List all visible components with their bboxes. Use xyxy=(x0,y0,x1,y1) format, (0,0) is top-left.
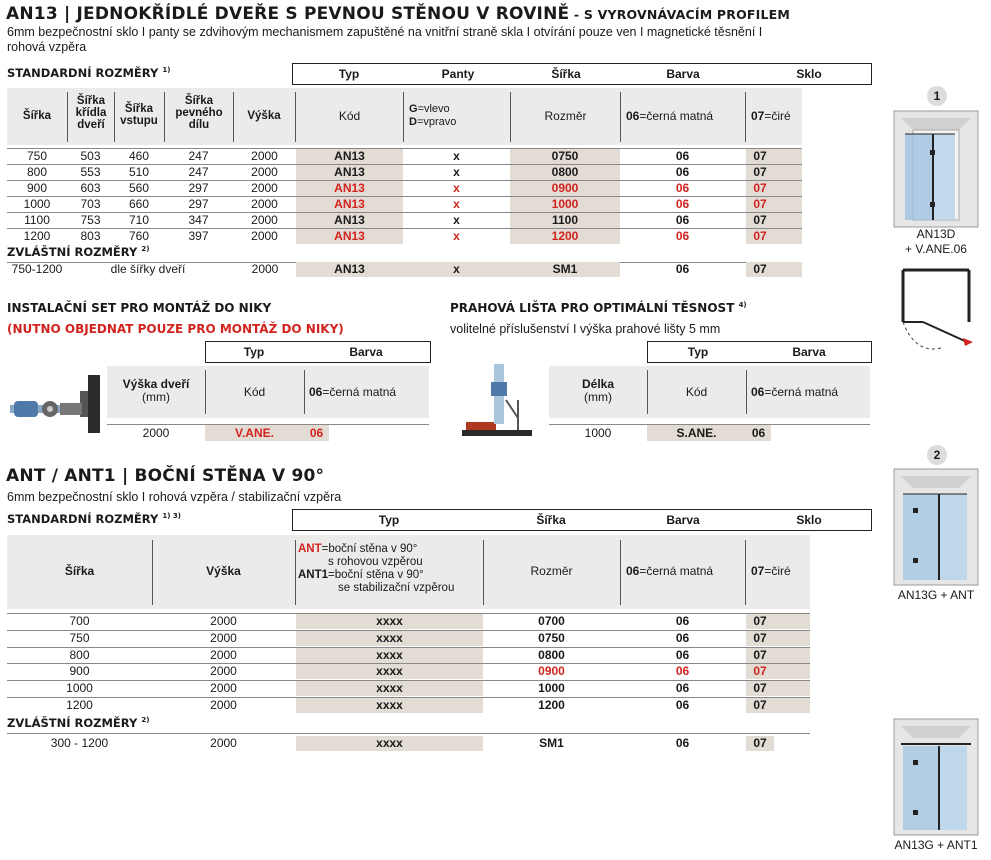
an13-row-2-pevny: 297 xyxy=(188,181,209,195)
an13-special-panty: x xyxy=(453,262,460,276)
ant-row-5-rozmer: 1200 xyxy=(538,698,565,712)
header-panty: Panty xyxy=(441,67,475,81)
an13-row-3-panty: x xyxy=(453,197,460,211)
col-barva-legend: 06=černá matná xyxy=(626,109,714,123)
an13-row-2-panty: x xyxy=(453,181,460,195)
an13-row-1-sirka: 800 xyxy=(26,165,48,179)
an13-row-5-barva: 06 xyxy=(675,229,690,243)
ant-special-vyska: 2000 xyxy=(210,736,237,750)
figure-2-badge: 2 xyxy=(927,445,947,465)
ant-special-label: ZVLÁŠTNÍ ROZMĚRY $^{2)}$ xyxy=(7,716,150,730)
col-sirka: Šířka xyxy=(22,110,52,122)
install-header-typ: Typ xyxy=(243,345,265,359)
ant-row-4-sirka: 1000 xyxy=(66,681,93,695)
ant-row-4-barva: 06 xyxy=(675,681,690,695)
col-sirka-kridla: Šířka křídla dveří xyxy=(75,95,107,131)
an13-row-0-kod: AN13 xyxy=(334,149,365,163)
an13-row-0-kridlo: 503 xyxy=(80,149,101,163)
an13-row-4-sirka: 1100 xyxy=(24,213,50,227)
ant-row-3-kod: xxxx xyxy=(376,664,403,678)
an13-row-5-sirka: 1200 xyxy=(23,229,51,243)
col-vyska: Výška xyxy=(247,110,281,122)
header-typ: Typ xyxy=(338,67,360,81)
an13-row-2-rozmer: 0900 xyxy=(551,181,579,195)
install-title: INSTALAČNÍ SET PRO MONTÁŽ DO NIKY xyxy=(7,301,272,315)
threshold-desc: volitelné příslušenství I výška prahové lišty 5 mm xyxy=(450,322,721,336)
an13-row-5-pevny: 397 xyxy=(188,229,209,243)
an13-row-1-panty: x xyxy=(453,165,460,179)
an13-row-1-kod: AN13 xyxy=(334,165,365,179)
ant-row-4-sklo: 07 xyxy=(753,681,767,695)
an13-row-5-vstup: 760 xyxy=(128,229,150,243)
an13-row-3-barva: 06 xyxy=(675,197,690,211)
an13-row-0-barva: 06 xyxy=(675,149,690,163)
ant-row-1-sklo: 07 xyxy=(753,631,767,645)
an13-row-4-pevny: 347 xyxy=(188,213,209,227)
figure-1-caption: AN13D + V.ANE.06 xyxy=(905,227,967,256)
ant-row-0-sklo: 07 xyxy=(753,614,767,628)
an13-row-1-vstup: 510 xyxy=(128,165,150,179)
an13-row-3-vyska: 2000 xyxy=(251,197,278,211)
an13-row-0-sirka: 750 xyxy=(26,149,48,163)
an13-row-5-vyska: 2000 xyxy=(251,229,278,243)
ant-row-1-vyska: 2000 xyxy=(210,631,237,645)
an13-row-4-kod: AN13 xyxy=(334,213,365,227)
install-col-kod: Kód xyxy=(243,385,266,399)
an13-row-5-rozmer: 1200 xyxy=(551,229,579,243)
figure-1-illustration xyxy=(893,110,979,228)
an13-row-3-sirka: 1000 xyxy=(23,197,51,211)
col-sirka-vstupu: Šířka vstupu xyxy=(120,103,158,127)
ant-special-sirka: 300 - 1200 xyxy=(50,736,109,750)
an13-row-0-pevny: 247 xyxy=(188,149,209,163)
ant-header-bar xyxy=(292,509,872,531)
an13-row-3-pevny: 297 xyxy=(188,197,209,211)
ant-title: ANT / ANT1 | BOČNÍ STĚNA V 90° xyxy=(6,466,325,486)
figure-1-plan-view xyxy=(893,262,979,358)
threshold-title: PRAHOVÁ LIŠTA PRO OPTIMÁLNÍ TĚSNOST $^{4)}$ xyxy=(450,301,747,315)
an13-row-5-panty: x xyxy=(453,229,460,243)
an13-row-4-sklo: 07 xyxy=(753,213,767,227)
threshold-row-delka: 1000 xyxy=(584,426,612,440)
an13-special-label: ZVLÁŠTNÍ ROZMĚRY $^{2)}$ xyxy=(7,245,150,259)
ant-special-sklo: 07 xyxy=(753,736,767,750)
ant-special-rozmer: SM1 xyxy=(539,736,564,750)
ant-col-rozmer: Rozměr xyxy=(530,564,573,578)
an13-row-0-rozmer: 0750 xyxy=(551,149,579,163)
an13-row-4-panty: x xyxy=(453,213,460,227)
an13-row-2-vyska: 2000 xyxy=(251,181,278,195)
an13-row-3-kridlo: 703 xyxy=(80,197,101,211)
install-col-barva: 06=černá matná xyxy=(309,385,397,399)
an13-row-1-sklo: 07 xyxy=(753,165,767,179)
an13-row-1-vyska: 2000 xyxy=(251,165,278,179)
ant-row-4-rozmer: 1000 xyxy=(538,681,565,695)
ant-row-2-vyska: 2000 xyxy=(210,648,237,662)
ant-row-3-rozmer: 0900 xyxy=(538,664,565,678)
an13-standard-label: STANDARDNÍ ROZMĚRY $^{1)}$ xyxy=(7,66,171,80)
an13-special-rozmer: SM1 xyxy=(552,262,578,276)
an13-special-vyska: 2000 xyxy=(251,262,279,276)
an13-row-4-barva: 06 xyxy=(675,213,690,227)
figure-3-caption: AN13G + ANT1 xyxy=(894,838,978,852)
ant-header-sklo: Sklo xyxy=(796,513,822,527)
threshold-header-barva: Barva xyxy=(792,345,826,359)
an13-row-0-vyska: 2000 xyxy=(251,149,278,163)
threshold-col-kod: Kód xyxy=(685,385,708,399)
col-sirka-pevneho: Šířka pevného dílu xyxy=(175,95,223,131)
ant-row-0-kod: xxxx xyxy=(376,614,403,628)
header-barva: Barva xyxy=(666,67,700,81)
an13-row-2-barva: 06 xyxy=(675,181,690,195)
an13-special-kod: AN13 xyxy=(334,262,365,276)
ant-row-3-barva: 06 xyxy=(675,664,690,678)
ant-row-0-barva: 06 xyxy=(675,614,690,628)
install-set-illustration xyxy=(8,373,106,435)
threshold-header-typ: Typ xyxy=(687,345,709,359)
ant-row-5-vyska: 2000 xyxy=(210,698,237,712)
ant-header-typ: Typ xyxy=(378,513,400,527)
an13-row-3-kod: AN13 xyxy=(334,197,365,211)
ant-row-2-sklo: 07 xyxy=(753,648,767,662)
an13-row-0-sklo: 07 xyxy=(753,149,767,163)
an13-row-1-rozmer: 0800 xyxy=(551,165,579,179)
ant-row-2-sirka: 800 xyxy=(69,648,90,662)
an13-special-dle: dle šířky dveří xyxy=(110,262,186,276)
ant-row-1-rozmer: 0750 xyxy=(538,631,565,645)
install-row-kod: V.ANE. xyxy=(235,426,274,440)
install-col-vyska: Výška dveří (mm) xyxy=(122,377,190,404)
an13-row-3-vstup: 660 xyxy=(128,197,150,211)
ant-col-sklo-legend: 07=čiré xyxy=(751,564,791,578)
col-rozmer: Rozměr xyxy=(544,109,587,123)
ant-row-1-barva: 06 xyxy=(675,631,690,645)
ant-col-sirka: Šířka xyxy=(64,564,95,578)
an13-title: AN13 | JEDNOKŘÍDLÉ DVEŘE S PEVNOU STĚNOU V ROVINĚ - S VYROVNÁVACÍM PROFILEM xyxy=(6,4,791,24)
ant-row-5-barva: 06 xyxy=(675,698,690,712)
threshold-header-bar xyxy=(647,341,872,363)
install-row-barva: 06 xyxy=(309,426,324,440)
ant-special-barva: 06 xyxy=(675,736,690,750)
ant-row-0-rozmer: 0700 xyxy=(538,614,565,628)
col-sklo-legend: 07=čiré xyxy=(751,109,791,123)
ant-row-0-sirka: 700 xyxy=(69,614,90,628)
an13-header-bar xyxy=(292,63,872,85)
ant-row-0-vyska: 2000 xyxy=(210,614,237,628)
col-kod: Kód xyxy=(338,109,361,123)
ant-row-5-sklo: 07 xyxy=(753,698,767,712)
col-panty-legend: G=vlevo D=vpravo xyxy=(409,103,457,128)
an13-row-5-kridlo: 803 xyxy=(80,229,101,243)
threshold-col-delka: Délka (mm) xyxy=(581,377,615,404)
ant-standard-label: STANDARDNÍ ROZMĚRY $^{1) 3)}$ xyxy=(7,512,181,526)
threshold-col-barva: 06=černá matná xyxy=(751,385,839,399)
threshold-illustration xyxy=(460,360,535,440)
an13-row-2-sklo: 07 xyxy=(753,181,767,195)
ant-row-3-sirka: 900 xyxy=(69,664,90,678)
ant-col-vyska: Výška xyxy=(206,564,241,578)
ant-row-1-sirka: 750 xyxy=(69,631,90,645)
figure-3-illustration xyxy=(893,718,979,836)
an13-row-2-kod: AN13 xyxy=(334,181,365,195)
an13-special-barva: 06 xyxy=(675,262,690,276)
ant-row-4-kod: xxxx xyxy=(376,681,403,695)
an13-row-1-kridlo: 553 xyxy=(80,165,101,179)
install-note: (NUTNO OBJEDNAT POUZE PRO MONTÁŽ DO NIKY) xyxy=(7,322,344,336)
install-header-bar xyxy=(205,341,431,363)
ant-header-barva: Barva xyxy=(666,513,700,527)
an13-row-1-pevny: 247 xyxy=(188,165,209,179)
an13-row-3-rozmer: 1000 xyxy=(551,197,579,211)
threshold-row-kod: S.ANE. xyxy=(676,426,717,440)
an13-row-3-sklo: 07 xyxy=(753,197,767,211)
ant-row-5-sirka: 1200 xyxy=(66,698,93,712)
figure-1-badge: 1 xyxy=(927,86,947,106)
install-header-barva: Barva xyxy=(349,345,383,359)
header-sklo: Sklo xyxy=(796,67,822,81)
ant-special-kod: xxxx xyxy=(376,736,403,750)
an13-row-0-vstup: 460 xyxy=(128,149,150,163)
ant-row-2-barva: 06 xyxy=(675,648,690,662)
an13-row-1-barva: 06 xyxy=(675,165,690,179)
an13-row-5-sklo: 07 xyxy=(753,229,767,243)
ant-row-3-sklo: 07 xyxy=(753,664,767,678)
header-sirka: Šířka xyxy=(551,67,581,81)
an13-special-sklo: 07 xyxy=(753,262,767,276)
ant-description: 6mm bezpečnostní sklo I rohová vzpěra / stabilizační vzpěra xyxy=(7,490,342,504)
an13-description: 6mm bezpečnostní sklo I panty se zdvihovým mechanismem zapuštěné na vnitřní straně skla I otvírání pouze ven I magnetické těsnění I rohová vzpěra xyxy=(7,25,763,54)
figure-2-illustration xyxy=(893,468,979,586)
an13-special-sirka: 750-1200 xyxy=(11,262,63,276)
figure-2-caption: AN13G + ANT xyxy=(897,588,975,602)
an13-row-4-vstup: 710 xyxy=(128,213,150,227)
ant-header-sirka: Šířka xyxy=(536,513,566,527)
ant-col-typ-legend: ANT=boční stěna v 90° s rohovou vzpěrou ANT1=boční stěna v 90° se stabilizační vzpěrou xyxy=(298,543,455,594)
an13-row-4-kridlo: 753 xyxy=(80,213,101,227)
install-row-vyska: 2000 xyxy=(142,426,170,440)
an13-row-4-vyska: 2000 xyxy=(251,213,278,227)
ant-row-2-kod: xxxx xyxy=(376,648,403,662)
an13-row-5-kod: AN13 xyxy=(334,229,365,243)
ant-row-3-vyska: 2000 xyxy=(210,664,237,678)
ant-col-barva-legend: 06=černá matná xyxy=(626,564,714,578)
ant-row-2-rozmer: 0800 xyxy=(538,648,565,662)
an13-row-0-panty: x xyxy=(453,149,460,163)
an13-row-2-kridlo: 603 xyxy=(80,181,101,195)
ant-row-5-kod: xxxx xyxy=(376,698,403,712)
an13-row-4-rozmer: 1100 xyxy=(551,213,579,227)
threshold-row-barva: 06 xyxy=(751,426,766,440)
ant-row-1-kod: xxxx xyxy=(376,631,403,645)
ant-row-4-vyska: 2000 xyxy=(210,681,237,695)
an13-row-2-vstup: 560 xyxy=(128,181,150,195)
an13-row-2-sirka: 900 xyxy=(26,181,48,195)
